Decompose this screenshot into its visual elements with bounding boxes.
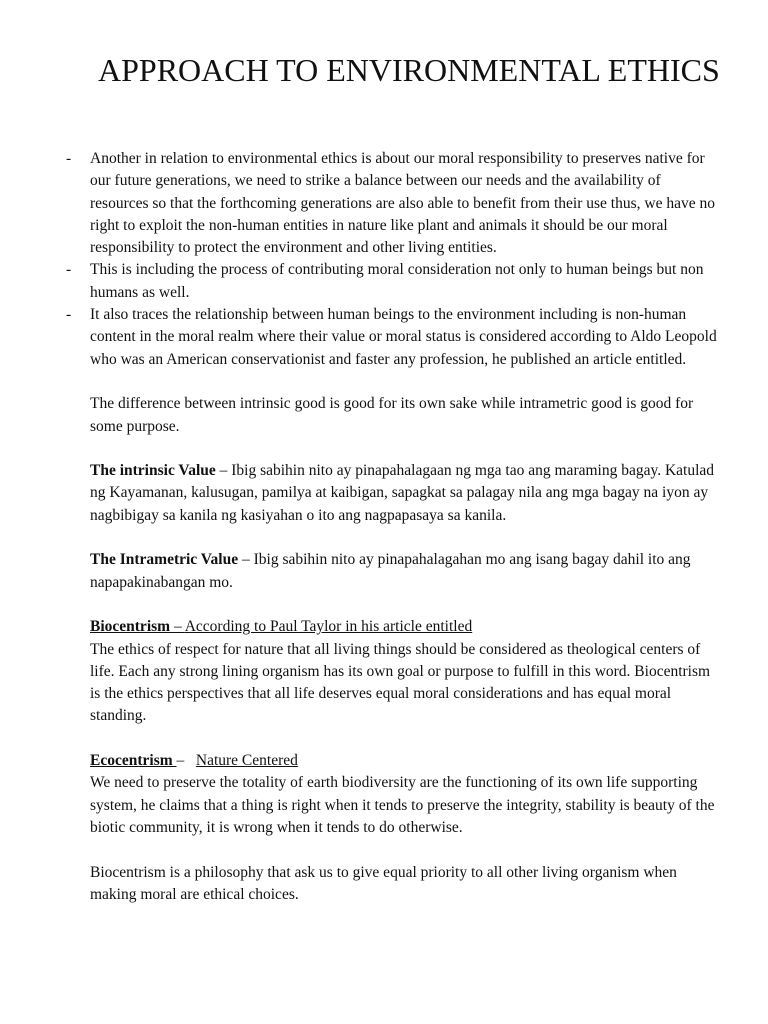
document-body <box>66 148 722 906</box>
bullet-dash: - <box>66 150 72 167</box>
difference-paragraph: The difference between intrinsic good is good for its own sake while intrametric good is good for some purpose. <box>90 395 694 435</box>
biocentrism-heading <box>90 616 722 638</box>
closing-paragraph: Biocentrism is a philosophy that ask us to give equal priority to all other living organism when making moral are ethical choices. <box>90 863 677 903</box>
ecocentrism-subtitle: Nature Centered <box>195 752 298 770</box>
intrametric-value-text: Ibig sabihin nito ay pinapahalagahan mo ang isang bagay dahil ito ang napapakinabangan mo. <box>90 551 691 591</box>
bullet-text: Another in relation to environmental ethics is about our moral responsibility to preserves native for our future generations, we need to strike a balance between our needs and the availability of resources so that the forthcoming generations are also able to benefit from their use thus, we have no right to exploit the non-human entities in nature like plant and animals it should be our moral responsibility to protect the environment and other living entities. <box>90 150 715 257</box>
bullet-list <box>66 148 722 371</box>
intrametric-value-paragraph <box>90 549 722 594</box>
page-title: APPROACH TO ENVIRONMENTAL ETHICS <box>98 52 720 88</box>
biocentrism-paragraph: The ethics of respect for nature that all living things should be considered as theological centers of life. Each any strong lining organism has its own goal or purpose to fulfill in this word. Biocentrism is the ethics perspectives that all life deserves equal moral considerations and has equal moral standing. <box>90 640 711 725</box>
ecocentrism-term: Ecocentrism <box>90 752 177 770</box>
bullet-dash: - <box>66 306 72 324</box>
ecocentrism-paragraph: We need to preserve the totality of earth biodiversity are the functioning of its own life supporting system, he claims that a thing is right when it tends to preserve the integrity, stability is beauty of the biotic community, it is wrong when it tends to do otherwise. <box>90 774 715 836</box>
bullet-text: It also traces the relationship between human beings to the environment including is non-human content in the moral realm where their value or moral status is considered according to Aldo Leopold who was an American conservationist and faster any profession, he published an article entitled. <box>90 306 717 368</box>
intrametric-value-dash: – <box>238 551 254 569</box>
biocentrism-dash: – <box>173 618 185 636</box>
bullet-text: This is including the process of contributing moral consideration not only to human beings but non humans as well. <box>90 261 704 301</box>
ecocentrism-heading <box>90 750 722 772</box>
bullet-dash: - <box>66 261 72 279</box>
intrametric-value-term: The Intrametric Value <box>90 551 239 569</box>
intrinsic-value-paragraph <box>90 460 722 527</box>
intrinsic-value-dash: – <box>215 462 232 480</box>
list-item <box>66 304 722 371</box>
intrinsic-value-text: Ibig sabihin nito ay pinapahalagaan ng mga tao ang maraming bagay. Katulad ng Kayamanan, kalusugan, pamilya at kaibigan, sapagkat sa palagay nila ang mga bagay na iyon ay nagbibigay sa kanila ng kasiyahan o ito ang nagpapasaya sa kanila. <box>90 462 715 524</box>
list-item <box>66 148 722 259</box>
intrinsic-value-term: The intrinsic Value <box>90 462 216 480</box>
list-item <box>66 259 722 304</box>
ecocentrism-dash: – <box>176 752 196 770</box>
biocentrism-term: Biocentrism <box>90 618 174 636</box>
biocentrism-subtitle: According to Paul Taylor in his article entitled <box>184 618 473 636</box>
